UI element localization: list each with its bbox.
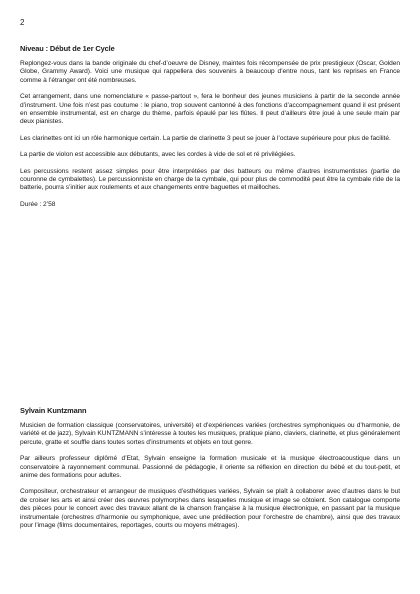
- author-bio-paragraph: Musicien de formation classique (conservatoires, université) et d’expériences variées (orchestres symphoniques ou d’harmonie, de variété et de jazz), Sylvain KUNTZMANN s’intéresse à toutes les musiques, pratique piano, claviers, clarinette, et plus généralement percute, gratte et souffle dans toutes sortes d’instruments et objets en tout genre.: [20, 422, 400, 446]
- author-composition-paragraph: Compositeur, orchestrateur et arrangeur de musiques d’esthétiques variées, Sylvain se plaît à collaborer avec d’autres dans le but de croiser les arts et ainsi créer des œuvres polymorphes dans lesquelles musique et image se côtoient. Son catalogue comporte des pièces pour le concert avec des travaux allant de la chanson française à la musique électronique, en passant par la musique instrumentale (orchestres d’harmonie ou symphonique, avec une prédilection pour l’orchestre de chambre), ainsi que des travaux pour l’image (films documentaires, reportages, courts ou moyens métrages).: [20, 488, 400, 530]
- author-heading: Sylvain Kuntzmann: [20, 406, 87, 415]
- description-paragraph: Replongez-vous dans la bande originale du chef-d’oeuvre de Disney, maintes fois récompensée de prix prestigieux (Oscar, Golden Globe, Grammy Award). Voici une musique qui rappellera des souvenirs à beaucoup d’entre nous, tant les reprises en France comme à l’étranger ont été nombreuses.: [20, 60, 400, 84]
- arrangement-paragraph: Cet arrangement, dans une nomenclature « passe-partout », fera le bonheur des jeunes musiciens à partir de la seconde année d’instrument. Une fois n’est pas coutume : le piano, trop souvent cantonné à des fonctions d’accompagnement quand il est présent en ensemble instrumental, est en charge du thème, parfois épaulé par les flûtes. Il peut d’ailleurs être joué à une seule main par deux pianistes.: [20, 93, 400, 126]
- clarinet-paragraph: Les clarinettes ont ici un rôle harmonique certain. La partie de clarinette 3 peut se jouer à l’octave supérieure pour plus de facilité.: [20, 134, 391, 142]
- percussion-paragraph: Les percussions restent assez simples pour être interprétées par des batteurs ou même d’autres instrumentistes (partie de couronne de cymbalettes). Le percussionniste en charge de la cymbale, qui pour plus de commodité peut être la cymbale ride de la batterie, pourra s’initier aux roulements et aux changements entre baguettes et mailloches.: [20, 167, 400, 192]
- author-section: [20, 406, 400, 538]
- level-heading: Niveau : Début de 1er Cycle: [20, 44, 115, 53]
- level-section: [20, 44, 400, 217]
- duration-text: Durée : 2’58: [20, 200, 56, 208]
- violin-paragraph: La partie de violon est accessible aux débutants, avec les cordes à vide de sol et ré privilégiées.: [20, 151, 296, 159]
- page-number: 2: [20, 18, 25, 27]
- author-teaching-paragraph: Par ailleurs professeur diplômé d’Etat, Sylvain enseigne la formation musicale et la musique électroacoustique dans un conservatoire à rayonnement communal. Passionné de pédagogie, il oriente sa réflexion en direction du bébé et du tout-petit, et anime des formations pour adultes.: [20, 455, 400, 480]
